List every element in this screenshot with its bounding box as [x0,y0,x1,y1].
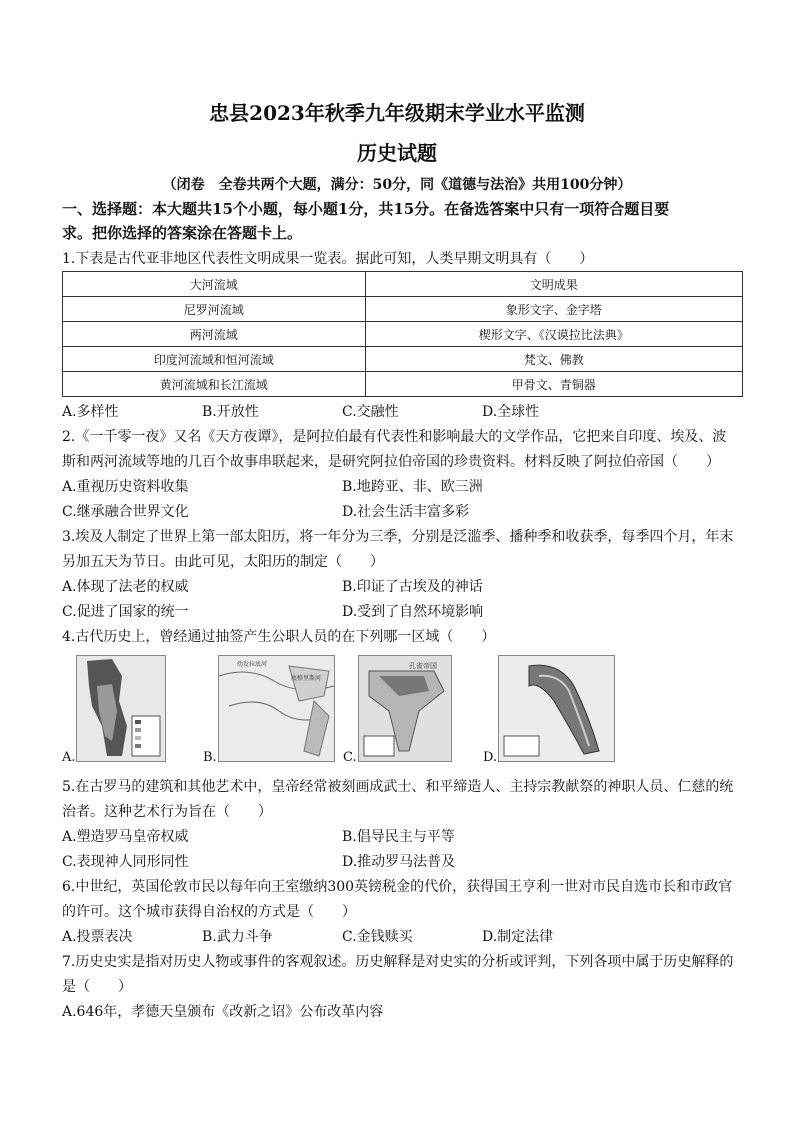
table-cell: 黄河流域和长江流域 [63,372,366,397]
table-cell: 印度河流域和恒河流域 [63,347,366,372]
map-a-icon [77,656,165,761]
q7-option-a: A.646年，孝德天皇颁布《改新之诏》公布改革内容 [62,1004,384,1020]
q3-option-a: A.体现了法老的权威 [62,579,189,595]
exam-subtitle: 历史试题 [357,141,437,165]
q2-stem-line2: 斯和两河流域等地的几百个故事串联起来，是研究阿拉伯帝国的珍贵资料。材料反映了阿拉伯帝国（ ） [62,454,720,470]
q1-stem: 1.下表是古代亚非地区代表性文明成果一览表。据此可知，人类早期文明具有（ ） [62,251,594,267]
table-row [63,347,743,372]
q2-option-c: C.继承融合世界文化 [62,504,189,520]
map-b-icon [219,656,334,761]
q3-stem-line1: 3.埃及人制定了世界上第一部太阳历，将一年分为三季，分别是泛滥季、播种季和收获季，每季四个月，年末 [62,529,734,545]
map-c-icon [359,656,451,761]
section-heading-line2: 求。把你选择的答案涂在答题卡上。 [62,224,303,242]
q5-option-d: D.推动罗马法普及 [342,854,456,870]
map-b-river-label-euphrates: 幼发拉底河 [237,661,268,668]
q5-stem-line1: 5.在古罗马的建筑和其他艺术中，皇帝经常被刻画成武士、和平缔造人、主持宗教献祭的神职人员、仁慈的统 [62,779,734,795]
exam-title: 忠县2023年秋季九年级期末学业水平监测 [209,101,585,125]
table-row [63,372,743,397]
q6-stem-line2: 的许可。这个城市获得自治权的方式是（ ） [62,904,356,920]
table-cell: 楔形文字、《汉谟拉比法典》 [365,322,743,347]
map-a-label: A. [62,750,76,765]
map-d-icon [499,656,614,761]
q1-option-b: B.开放性 [202,404,259,420]
map-a-image [76,655,166,762]
q6-option-a: A.投票表决 [62,929,133,945]
map-c-empire-label: 孔雀帝国 [409,662,437,670]
map-b-river-label-tigris: 底格里斯河 [291,675,322,682]
map-c-image [358,655,452,762]
q3-option-b: B.印证了古埃及的神话 [342,579,483,595]
q6-stem-line1: 6.中世纪，英国伦敦市民以每年向王室缴纳300英镑税金的代价，获得国王亨利一世对市民自选市长和市政官 [62,879,733,895]
table-cell: 尼罗河流域 [63,297,366,322]
table-cell: 梵文、佛教 [365,347,743,372]
q1-option-d: D.全球性 [482,404,540,420]
q2-stem-line1: 2.《一千零一夜》又名《天方夜谭》，是阿拉伯最有代表性和影响最大的文学作品，它把来自印度、埃及、波 [62,429,727,445]
q6-option-d: D.制定法律 [482,929,554,945]
q1-option-a: A.多样性 [62,404,119,420]
exam-note: （闭卷 全卷共两个大题，满分：50分，同《道德与法治》共用100分钟） [162,177,632,193]
q2-option-a: A.重视历史资料收集 [62,479,189,495]
table-cell: 甲骨文、青铜器 [365,372,743,397]
q2-option-d: D.社会生活丰富多彩 [342,504,470,520]
map-d-label: D. [483,750,498,765]
q2-option-b: B.地跨亚、非、欧三洲 [342,479,483,495]
q5-option-c: C.表现神人同形同性 [62,854,189,870]
map-d-image [498,655,615,762]
table-row [63,322,743,347]
table-cell: 两河流域 [63,322,366,347]
q3-option-c: C.促进了国家的统一 [62,604,189,620]
q3-option-d: D.受到了自然环境影响 [342,604,484,620]
map-b-image [218,655,335,762]
q6-option-b: B.武力斗争 [202,929,273,945]
q4-stem: 4.古代历史上，曾经通过抽签产生公职人员的在下列哪一区域（ ） [62,629,496,645]
table-header-row [63,272,743,297]
table-row [63,297,743,322]
q5-option-b: B.倡导民主与平等 [342,829,455,845]
map-c-label: C. [343,750,357,765]
map-b-label: B. [203,750,217,765]
table-cell: 象形文字、金字塔 [365,297,743,322]
q7-stem-line1: 7.历史史实是指对历史人物或事件的客观叙述。历史解释是对史实的分析或评判，下列各项中属于历史解释的 [62,954,734,970]
table-header-cell: 文明成果 [365,272,743,297]
q6-option-c: C.金钱赎买 [342,929,413,945]
q3-stem-line2: 另加五天为节日。由此可见，太阳历的制定（ ） [62,554,384,570]
section-heading-line1: 一、选择题：本大题共15个小题，每小题1分，共15分。在备选答案中只有一项符合题目要 [62,200,670,218]
table-header-cell: 大河流域 [63,272,366,297]
q1-table [62,271,743,397]
q1-option-c: C.交融性 [342,404,399,420]
q5-option-a: A.塑造罗马皇帝权威 [62,829,189,845]
q7-stem-line2: 是（ ） [62,979,132,995]
q5-stem-line2: 治者。这种艺术行为旨在（ ） [62,804,272,820]
